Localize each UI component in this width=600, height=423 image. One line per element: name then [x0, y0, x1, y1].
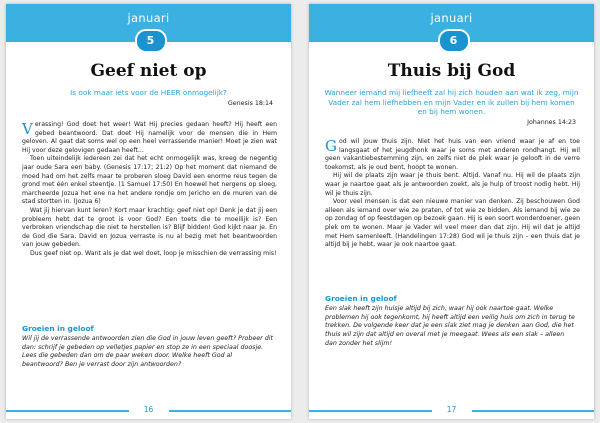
month-label: januari — [430, 11, 473, 25]
month-label: januari — [127, 11, 170, 25]
right-page — [309, 4, 594, 419]
day-badge: 5 — [135, 29, 167, 53]
grow-text: Een slak heeft zijn huisje altijd bij zich, waar hij ook naartoe gaat. Welke problemen hij ook tegenkomt, hij heeft altijd een veilig huis om zich in terug te trekken. De volgende keer dat je een slak ziet mag je denken aan God, die het thuis wil zijn dat altijd en overal met je meegaat. Wees als een slak – alleen dan zonder het slijm! — [325, 305, 575, 347]
paragraph: Toen uiteindelijk iedereen zei dat het echt onmogelijk was, kreeg de negentig jaar oude Sara een baby. (Genesis 17:17; 21:2) Op het moment dat niemand de moed had om het zelfs maar te proberen sloeg David een enorme reus tegen de grond met één enkel steentje. (1 Samuel 17:50) En hoewel het nergens op sloeg, marcheerde Jozua het ene na het andere rondje om Jericho en de muren van de stad stortten in. (Jozua 6) — [22, 155, 277, 206]
page-number: 17 — [446, 405, 457, 414]
drop-cap: V — [22, 120, 33, 138]
drop-cap: G — [325, 137, 337, 155]
paragraph: Hij wil de plaats zijn waar je thuis bent. Altijd. Vanaf nu. Hij wil de plaats zijn waar je naartoe gaat als je antwoorden zoekt, als je hulp of troost nodig hebt. Hij wil je thuis zijn. — [325, 172, 580, 197]
grow-heading: Groeien in geloof — [22, 324, 94, 333]
paragraph: God wil jouw thuis zijn. Niet het huis van een vriend waar je af en toe langsgaat of het jeugdhonk waar je soms met anderen rondhangt. Hij wil geen vakantiebestemming zijn, en zelfs niet de plek waar je gelooft in de verre toekomst, als je oud bent, hoopt te wonen. — [325, 137, 580, 171]
page-footer — [6, 403, 291, 419]
bible-verse: Is ook maar iets voor de HEER onmogelijk? — [70, 88, 227, 97]
paragraph: Dus geef niet op. Want als je dat wel doet, loop je misschien de verrassing mis! — [30, 249, 277, 257]
devotion-body — [22, 121, 277, 259]
devotion-title: Geef niet op — [90, 61, 207, 81]
day-badge: 6 — [438, 29, 470, 53]
devotion-title: Thuis bij God — [387, 61, 516, 81]
verse-reference: Genesis 18:14 — [227, 100, 273, 107]
paragraph: Voor veel mensen is dat een nieuwe manier van denken. Zij beschouwen God alleen als iemand over wie ze praten, of tot wie ze bidden. Als iemand bij wie ze op zondag of op feestdagen op bezoek gaan. Hij is een soort wonderdoener, geen plek om te wonen. Maar je Vader wil veel meer dan dat zijn. Hij wil dat je altijd met Hem samenleeft. (Handelingen 17:28) God wil je thuis zijn – een thuis dat je altijd bij je hebt, waar je ook naartoe gaat. — [325, 198, 580, 249]
paragraph: Wat jij hiervan kunt leren? Kort maar krachtig: geef niet op! Denk je dat jij een probleem hebt dat te groot is voor God? Een toets die te moeilijk is? Een verbroken vriendschap die niet te herstellen is? Blijf bidden! God kijkt naar je. En de God die Sara, David en Jozua verraste is nu al bezig met het beantwoorden van jouw gebeden. — [22, 206, 277, 249]
verse-reference: Johannes 14:23 — [527, 119, 576, 126]
paragraph: Verassing! God doet het weer! Wat Hij precies gedaan heeft? Hij heeft een gebed beantwoord. Dat doet Hij namelijk voor de mensen die in Hem geloven. Al gaat dat soms wel op een heel verrassende manier! Moet je zien wat Hij voor deze gelovigen gedaan heeft... — [22, 120, 277, 154]
page-footer — [309, 403, 594, 419]
page-number: 16 — [143, 405, 154, 414]
devotion-body — [325, 138, 580, 250]
grow-heading: Groeien in geloof — [325, 294, 397, 303]
left-page — [6, 4, 291, 419]
grow-text: Wil jij de verrassende antwoorden zien die God in jouw leven geeft? Probeer dit dan: schrijf je gebeden op velletjes papier en stop ze in een speciaal doosje. Lees die gebeden dan om de paar weken door. Welke heeft God al beantwoord? Ben je verrast door zijn antwoorden? — [22, 335, 273, 369]
bible-verse: Wanneer iemand mij liefheeft zal hij zich houden aan wat ik zeg, mijn Vader zal hem liefhebben en mijn Vader en ik zullen bij hem komen en bij hem wonen. — [324, 88, 579, 117]
